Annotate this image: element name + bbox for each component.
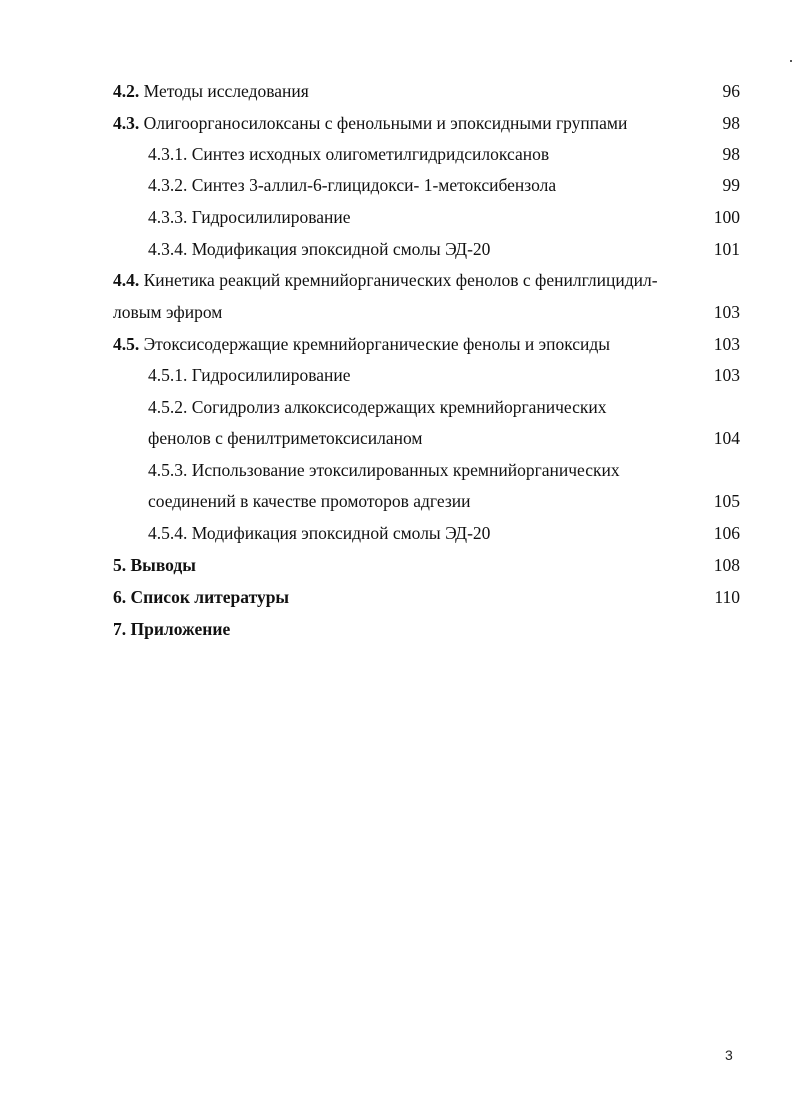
toc-page-number: 103	[713, 302, 740, 322]
toc-entry-title: ловым эфиром	[113, 302, 223, 322]
toc-entry-4-3	[113, 112, 740, 134]
toc-page-number: 106	[713, 523, 740, 543]
toc-page-number: 103	[713, 365, 740, 385]
toc-entry-6	[113, 586, 740, 608]
toc-entry-title: 4.3.1. Синтез исходных олигометилгидридсилоксанов	[148, 144, 550, 164]
toc-entry-title: соединений в качестве промоторов адгезии	[148, 491, 471, 511]
toc-entry-title: 6. Список литературы	[113, 587, 290, 607]
toc-entry-4-3-3	[148, 206, 740, 228]
toc-entry-4-5-1	[148, 364, 740, 386]
toc-page-number: 110	[714, 587, 740, 607]
toc-entry-title: Олигоорганосилоксаны с фенольными и эпоксидными группами	[139, 113, 628, 133]
toc-entry-title: 5. Выводы	[113, 555, 196, 575]
toc-entry-5	[113, 554, 740, 576]
toc-entry-number: 4.5.	[113, 334, 140, 354]
toc-page-number: 105	[713, 491, 740, 511]
scan-speck	[790, 60, 792, 62]
toc-page-number: 100	[713, 207, 740, 227]
toc-entry-4-4	[113, 269, 740, 291]
toc-entry-title: Этоксисодержащие кремнийорганические фенолы и эпоксиды	[139, 334, 611, 354]
toc-entry-title: Кинетика реакций кремнийорганических фенолов с фенилглицидил-	[139, 270, 658, 290]
toc-entry-number: 4.4.	[113, 270, 140, 290]
toc-entry-title: фенолов с фенилтриметоксисиланом	[148, 428, 423, 448]
toc-entry-number: 4.2.	[113, 81, 140, 101]
toc-entry-title: 4.3.4. Модификация эпоксидной смолы ЭД-20	[148, 239, 491, 259]
toc-page-number: 101	[713, 239, 740, 259]
toc-entry-4-5-2	[148, 396, 740, 418]
toc-page-number: 96	[722, 81, 740, 101]
toc-entry-4-5-3	[148, 459, 740, 481]
toc-entry-title: 4.5.4. Модификация эпоксидной смолы ЭД-20	[148, 523, 491, 543]
page-number: 3	[725, 1047, 733, 1063]
toc-page-number: 99	[722, 175, 740, 195]
toc-entry-4-2	[113, 80, 740, 102]
toc-entry-4-5-2-continued	[148, 427, 740, 449]
toc-page-number: 98	[722, 113, 740, 133]
toc-entry-title: 4.3.2. Синтез 3-аллил-6-глицидокси- 1-метоксибензола	[148, 175, 557, 195]
toc-entry-4-3-2	[148, 174, 740, 196]
toc-entry-title: 4.5.2. Согидролиз алкоксисодержащих кремнийорганических	[148, 397, 607, 417]
toc-entry-4-3-1	[148, 143, 740, 165]
toc-entry-title: 4.5.3. Использование этоксилированных кремнийорганических	[148, 460, 620, 480]
toc-entry-4-5	[113, 333, 740, 355]
toc-page-number: 103	[713, 334, 740, 354]
toc-page-number: 104	[713, 428, 740, 448]
toc-page-number: 108	[713, 555, 740, 575]
toc-entry-4-5-3-continued	[148, 490, 740, 512]
toc-entry-7	[113, 618, 740, 640]
toc-entry-title: 4.5.1. Гидросилилирование	[148, 365, 351, 385]
toc-entry-4-3-4	[148, 238, 740, 260]
toc-entry-4-5-4	[148, 522, 740, 544]
toc-entry-4-4-continued	[113, 301, 740, 323]
toc-entry-number: 4.3.	[113, 113, 140, 133]
toc-entry-title: Методы исследования	[139, 81, 309, 101]
toc-entry-title: 4.3.3. Гидросилилирование	[148, 207, 351, 227]
toc-page-number: 98	[722, 144, 740, 164]
toc-entry-title: 7. Приложение	[113, 619, 231, 639]
